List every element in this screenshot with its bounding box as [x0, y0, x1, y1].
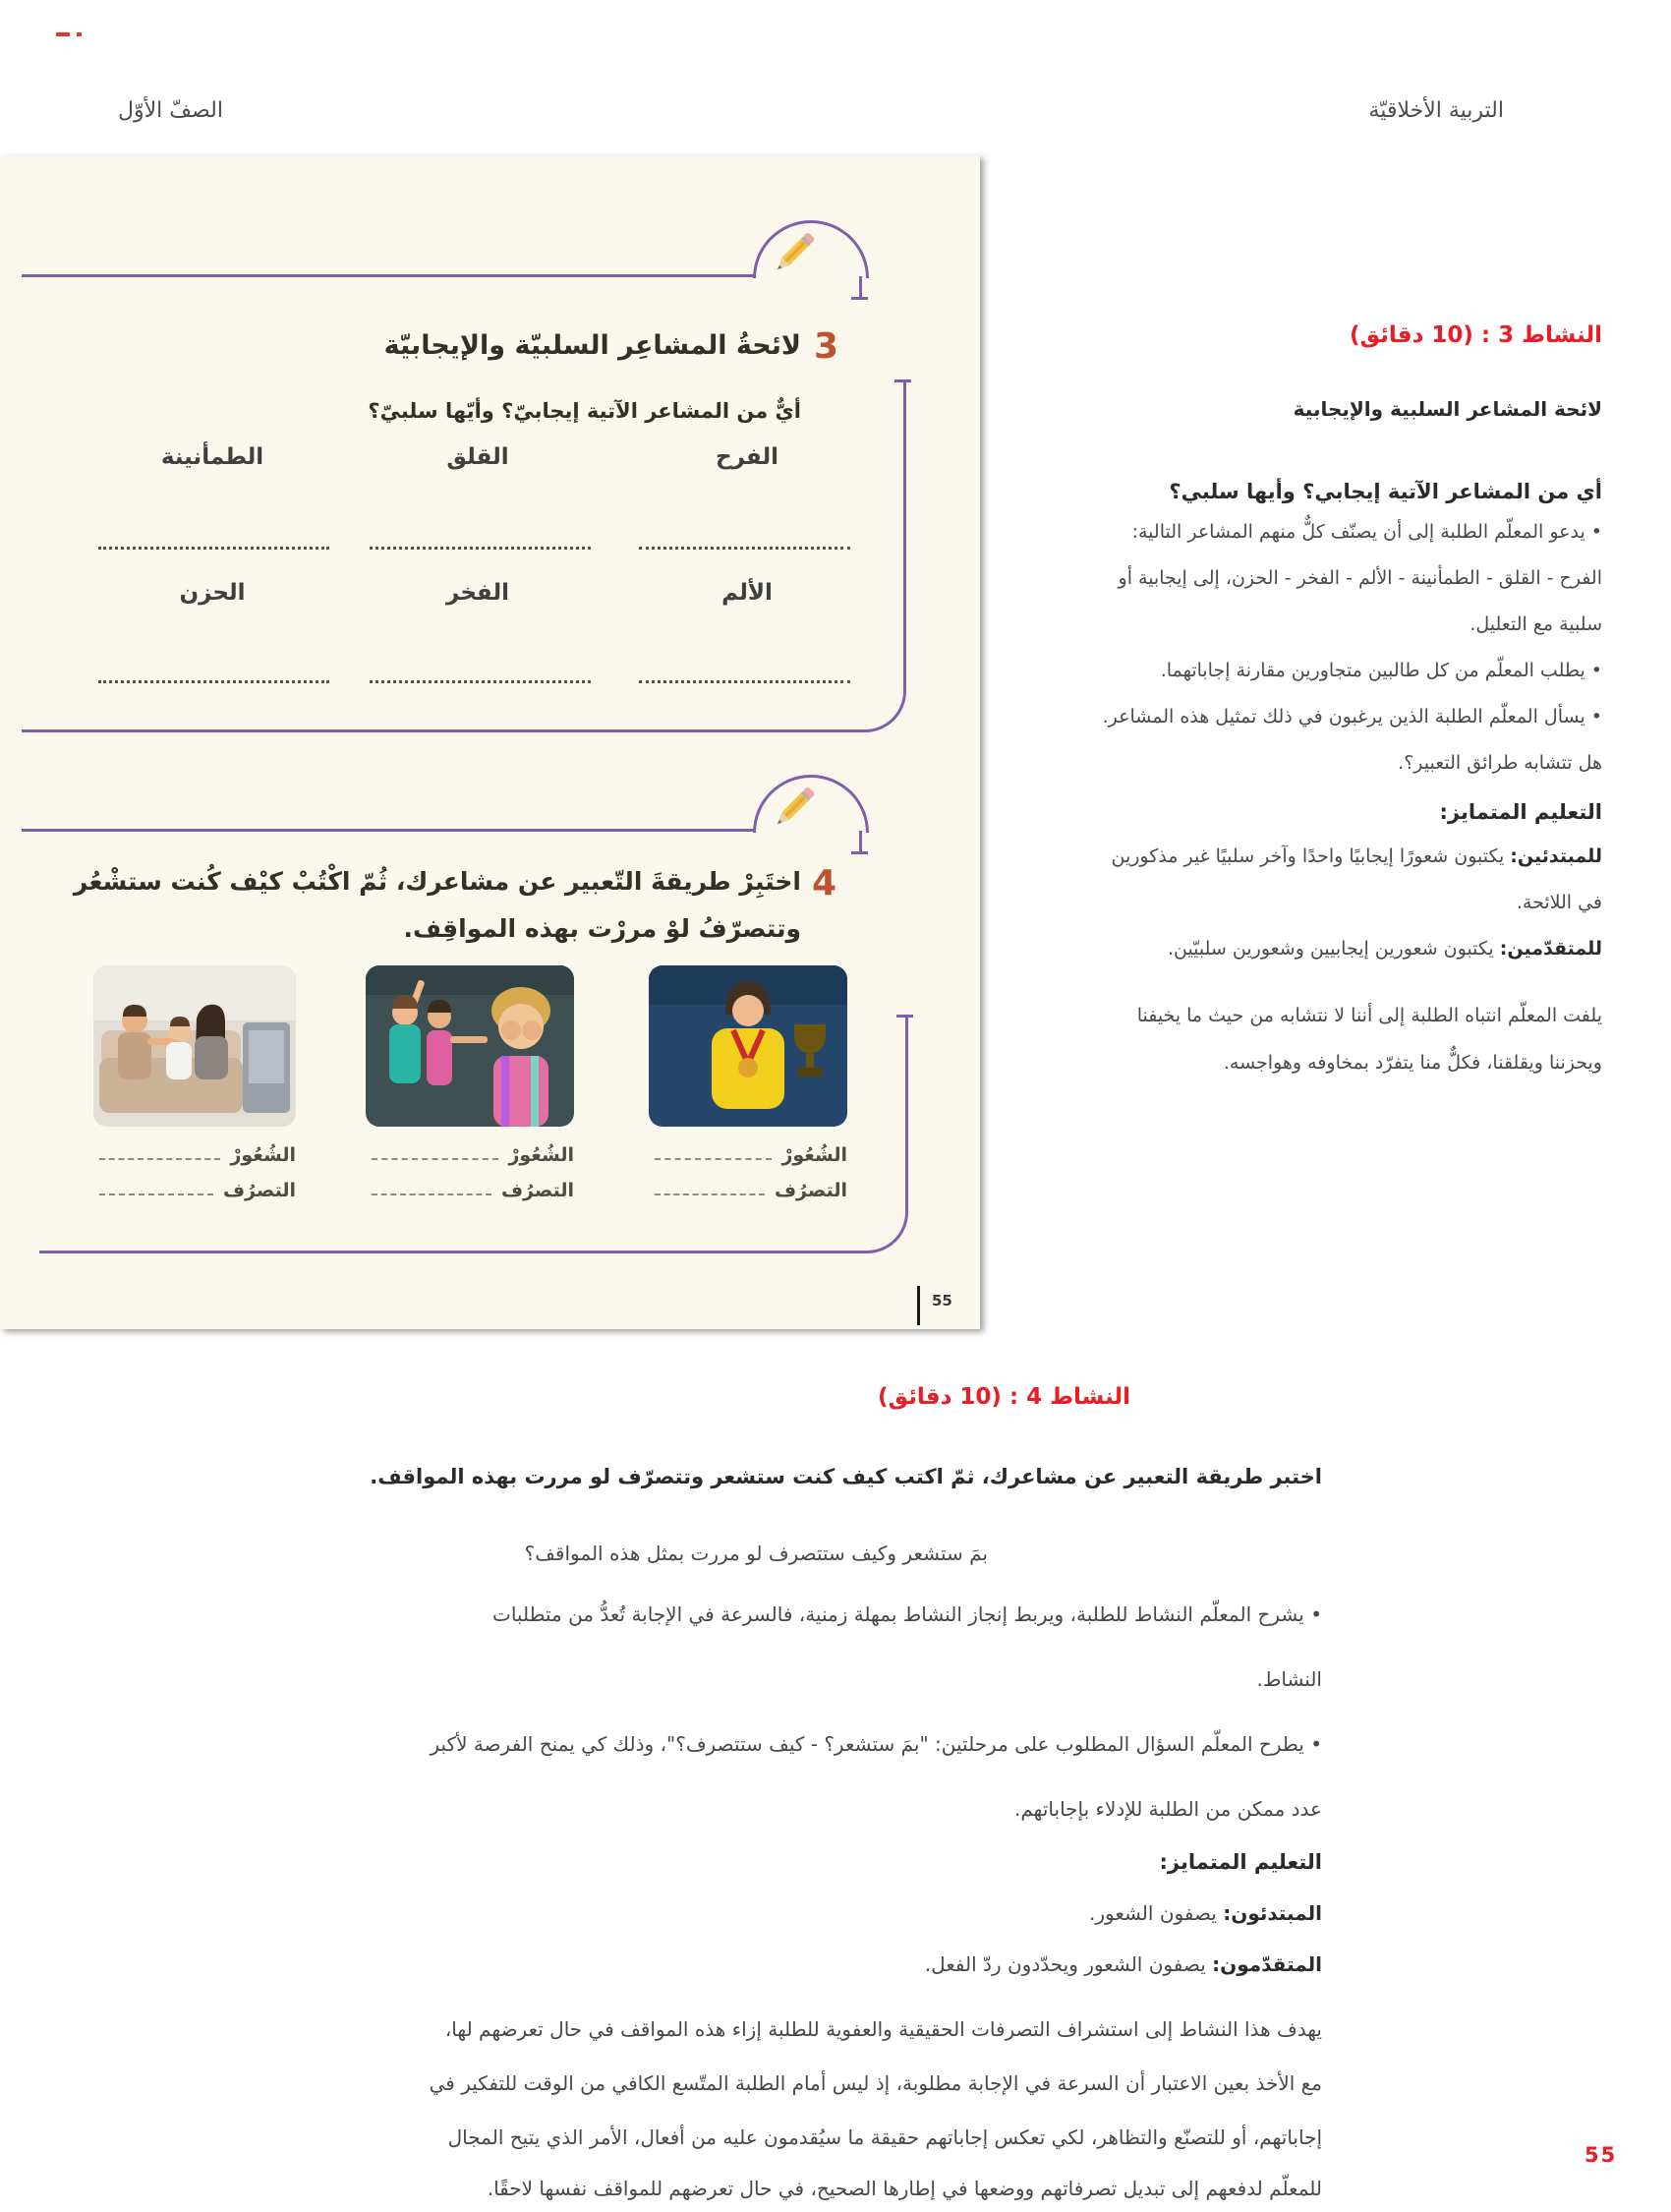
closing-line: مع الأخذ بعين الاعتبار أن السرعة في الإجابة مطلوبة، إذ ليس أمام الطلبة المتّسع الكافي من الوقت للتفكير في — [429, 2071, 1322, 2095]
beginners-label: للمبتدئين: — [1510, 845, 1602, 867]
feeling-label: الشُعُورْ — [508, 1144, 574, 1166]
activity4-differentiation-heading: التعليم المتمايز: — [1159, 1850, 1322, 1874]
activity3-frame-top-line — [22, 274, 755, 277]
activity4-teacher-heading: النشاط 4 : (10 دقائق) — [878, 1384, 1130, 1410]
activity4-frame-descender — [859, 831, 862, 852]
pencil-icon — [765, 224, 822, 281]
workbook-page-number: 55 — [932, 1292, 952, 1310]
activity3-subtitle: أيٌّ من المشاعر الآتية إيجابيّ؟ وأيّها سلبيّ؟ — [368, 399, 801, 423]
activity3-title: لائحةُ المشاعِر السلبيّة والإيجابيّة — [383, 330, 801, 361]
feeling-blank-line — [655, 1158, 772, 1160]
crop-mark — [56, 32, 70, 36]
card-answer-block — [366, 1144, 574, 1215]
advanced-label: المتقدّمون: — [1212, 1952, 1322, 1976]
teacher-note-line: • يدعو المعلّم الطلبة إلى أن يصنّف كلٌّ منهم المشاعر التالية: — [1131, 521, 1602, 543]
card-answer-block — [649, 1144, 847, 1215]
answer-dotted-line — [639, 680, 850, 683]
crop-mark-dot — [77, 32, 82, 36]
feeling-word: الطمأنينة — [160, 444, 264, 470]
action-label: التصرُف — [774, 1180, 847, 1201]
beginners-line — [1111, 845, 1602, 867]
teacher-note-line: هل تتشابه طرائق التعبير؟. — [1398, 752, 1602, 774]
activity4-teacher-question: بمَ ستشعر وكيف ستتصرف لو مررت بمثل هذه المواقف؟ — [524, 1542, 988, 1565]
action-blank-line — [655, 1193, 765, 1195]
photo-girl-with-trophy — [649, 965, 847, 1127]
activity4-frame-descender-cap — [851, 851, 868, 854]
activity4-number: 4 — [812, 863, 837, 903]
feeling-word: الفخر — [446, 580, 509, 606]
workbook-footer-bar — [917, 1286, 920, 1325]
activity4-frame-top-line — [22, 829, 755, 832]
answer-dotted-line — [370, 680, 591, 683]
feeling-word: القلق — [446, 444, 509, 470]
teacher-note-line: • يطلب المعلّم من كل طالبين متجاورين مقارنة إجاباتهما. — [1160, 660, 1602, 681]
header-grade: الصفّ الأوّل — [118, 98, 223, 123]
advanced-label: للمتقدّمين: — [1499, 938, 1602, 960]
beginners-line-2: في اللائحة. — [1516, 892, 1602, 913]
closing-line: يهدف هذا النشاط إلى استشراف التصرفات الحقيقية والعفوية للطلبة إزاء هذه المواقف في حال تعرضهم لها، — [444, 2017, 1322, 2041]
page-number: 55 — [1585, 2143, 1618, 2167]
advanced-text: يصفون الشعور ويحدّدون ردّ الفعل. — [924, 1952, 1213, 1976]
teacher-note-line: الفرح - القلق - الطمأنينة - الألم - الفخر - الحزن، إلى إيجابية أو — [1118, 567, 1602, 589]
activity3-differentiation-heading: التعليم المتمايز: — [1439, 800, 1602, 824]
photo-family-watching-screen — [93, 965, 296, 1127]
activity3-teacher-heading: النشاط 3 : (10 دقائق) — [1350, 322, 1602, 348]
action-blank-line — [372, 1193, 491, 1195]
activity4-title-line2: وتتصرّفُ لوْ مررْت بهذه المواقِف. — [403, 914, 801, 943]
teacher-note-line: عدد ممكن من الطلبة للإدلاء بإجاباتهم. — [1013, 1797, 1322, 1821]
closing-line: إجاباتهم، أو للتصنّع والتظاهر، لكي تعكس إجاباتهم حقيقة ما سيُقدمون عليه من أفعال، الأمر الذي يتيح المجال — [447, 2125, 1322, 2149]
advanced-line — [1168, 938, 1602, 960]
teacher-note-line: • يشرح المعلّم النشاط للطلبة، ويربط إنجاز النشاط بمهلة زمنية، فالسرعة في الإجابة تُعدُّ من متطلبات — [491, 1602, 1322, 1626]
feeling-word: الفرح — [716, 444, 778, 470]
teacher-remark-line: يلفت المعلّم انتباه الطلبة إلى أننا لا نتشابه من حيث ما يخيفنا — [1136, 1005, 1602, 1026]
action-label: التصرُف — [500, 1180, 574, 1201]
beginners-text: يصفون الشعور. — [1088, 1901, 1224, 1925]
activity4-title-line1: اختَبِرْ طريقةَ التّعبير عن مشاعرك، ثُمّ اكْتُبْ كيْف كُنت ستشْعُر — [73, 867, 801, 896]
activity3-teacher-subheading: لائحة المشاعر السلبية والإيجابية — [1293, 397, 1602, 421]
feeling-word: الألم — [721, 580, 773, 606]
activity3-number: 3 — [814, 326, 839, 367]
teacher-note-line: • يطرح المعلّم السؤال المطلوب على مرحلتين: "بمَ ستشعر؟ - كيف ستتصرف؟"، وذلك كي يمنح الفرصة لأكبر — [430, 1732, 1322, 1756]
teacher-remark-line: ويحزننا ويقلقنا، فكلٌّ منا يتفرّد بمخاوفه وهواجسه. — [1223, 1052, 1602, 1074]
feeling-label: الشُعُورْ — [781, 1144, 847, 1166]
pencil-icon — [765, 779, 822, 836]
activity3-teacher-question: أي من المشاعر الآتية إيجابي؟ وأيها سلبي؟ — [1169, 480, 1602, 503]
beginners-text: يكتبون شعورًا إيجابيًا واحدًا وآخر سلبيًا غير مذكورين — [1111, 845, 1511, 867]
beginners-label: المبتدئون: — [1223, 1901, 1322, 1925]
feeling-label: الشُعُورْ — [230, 1144, 296, 1166]
card-answer-block — [93, 1144, 296, 1215]
teacher-note-line: سلبية مع التعليل. — [1469, 613, 1602, 635]
action-label: التصرُف — [222, 1180, 296, 1201]
feeling-blank-line — [372, 1158, 498, 1160]
activity4-teacher-intro: اختبر طريقة التعبير عن مشاعرك، ثمّ اكتب كيف كنت ستشعر وتتصرّف لو مررت بهذه المواقف. — [370, 1465, 1322, 1488]
answer-dotted-line — [98, 547, 329, 550]
answer-dotted-line — [98, 680, 329, 683]
answer-dotted-line — [639, 547, 850, 550]
advanced-text: يكتبون شعورين إيجابيين وشعورين سلبيّين. — [1167, 938, 1500, 960]
teacher-note-line: النشاط. — [1256, 1667, 1322, 1691]
closing-line: للمعلّم لدفعهم إلى تبديل تصرفاتهم ووضعها في إطارها الصحيح، في حال تعرضهم للمواقف نفسها لاحقًا. — [487, 2177, 1322, 2200]
action-blank-line — [99, 1193, 213, 1195]
activity3-frame-descender — [859, 276, 862, 298]
feeling-word: الحزن — [179, 580, 246, 606]
photo-children-pointing — [366, 965, 574, 1127]
beginners-line — [1089, 1901, 1322, 1925]
activity3-frame-descender-cap — [851, 297, 868, 300]
advanced-line — [925, 1952, 1322, 1976]
answer-dotted-line — [370, 547, 591, 550]
feeling-blank-line — [99, 1158, 220, 1160]
header-subject: التربية الأخلاقيّة — [1368, 98, 1504, 123]
teacher-note-line: • يسأل المعلّم الطلبة الذين يرغبون في ذلك تمثيل هذه المشاعر. — [1102, 706, 1602, 728]
